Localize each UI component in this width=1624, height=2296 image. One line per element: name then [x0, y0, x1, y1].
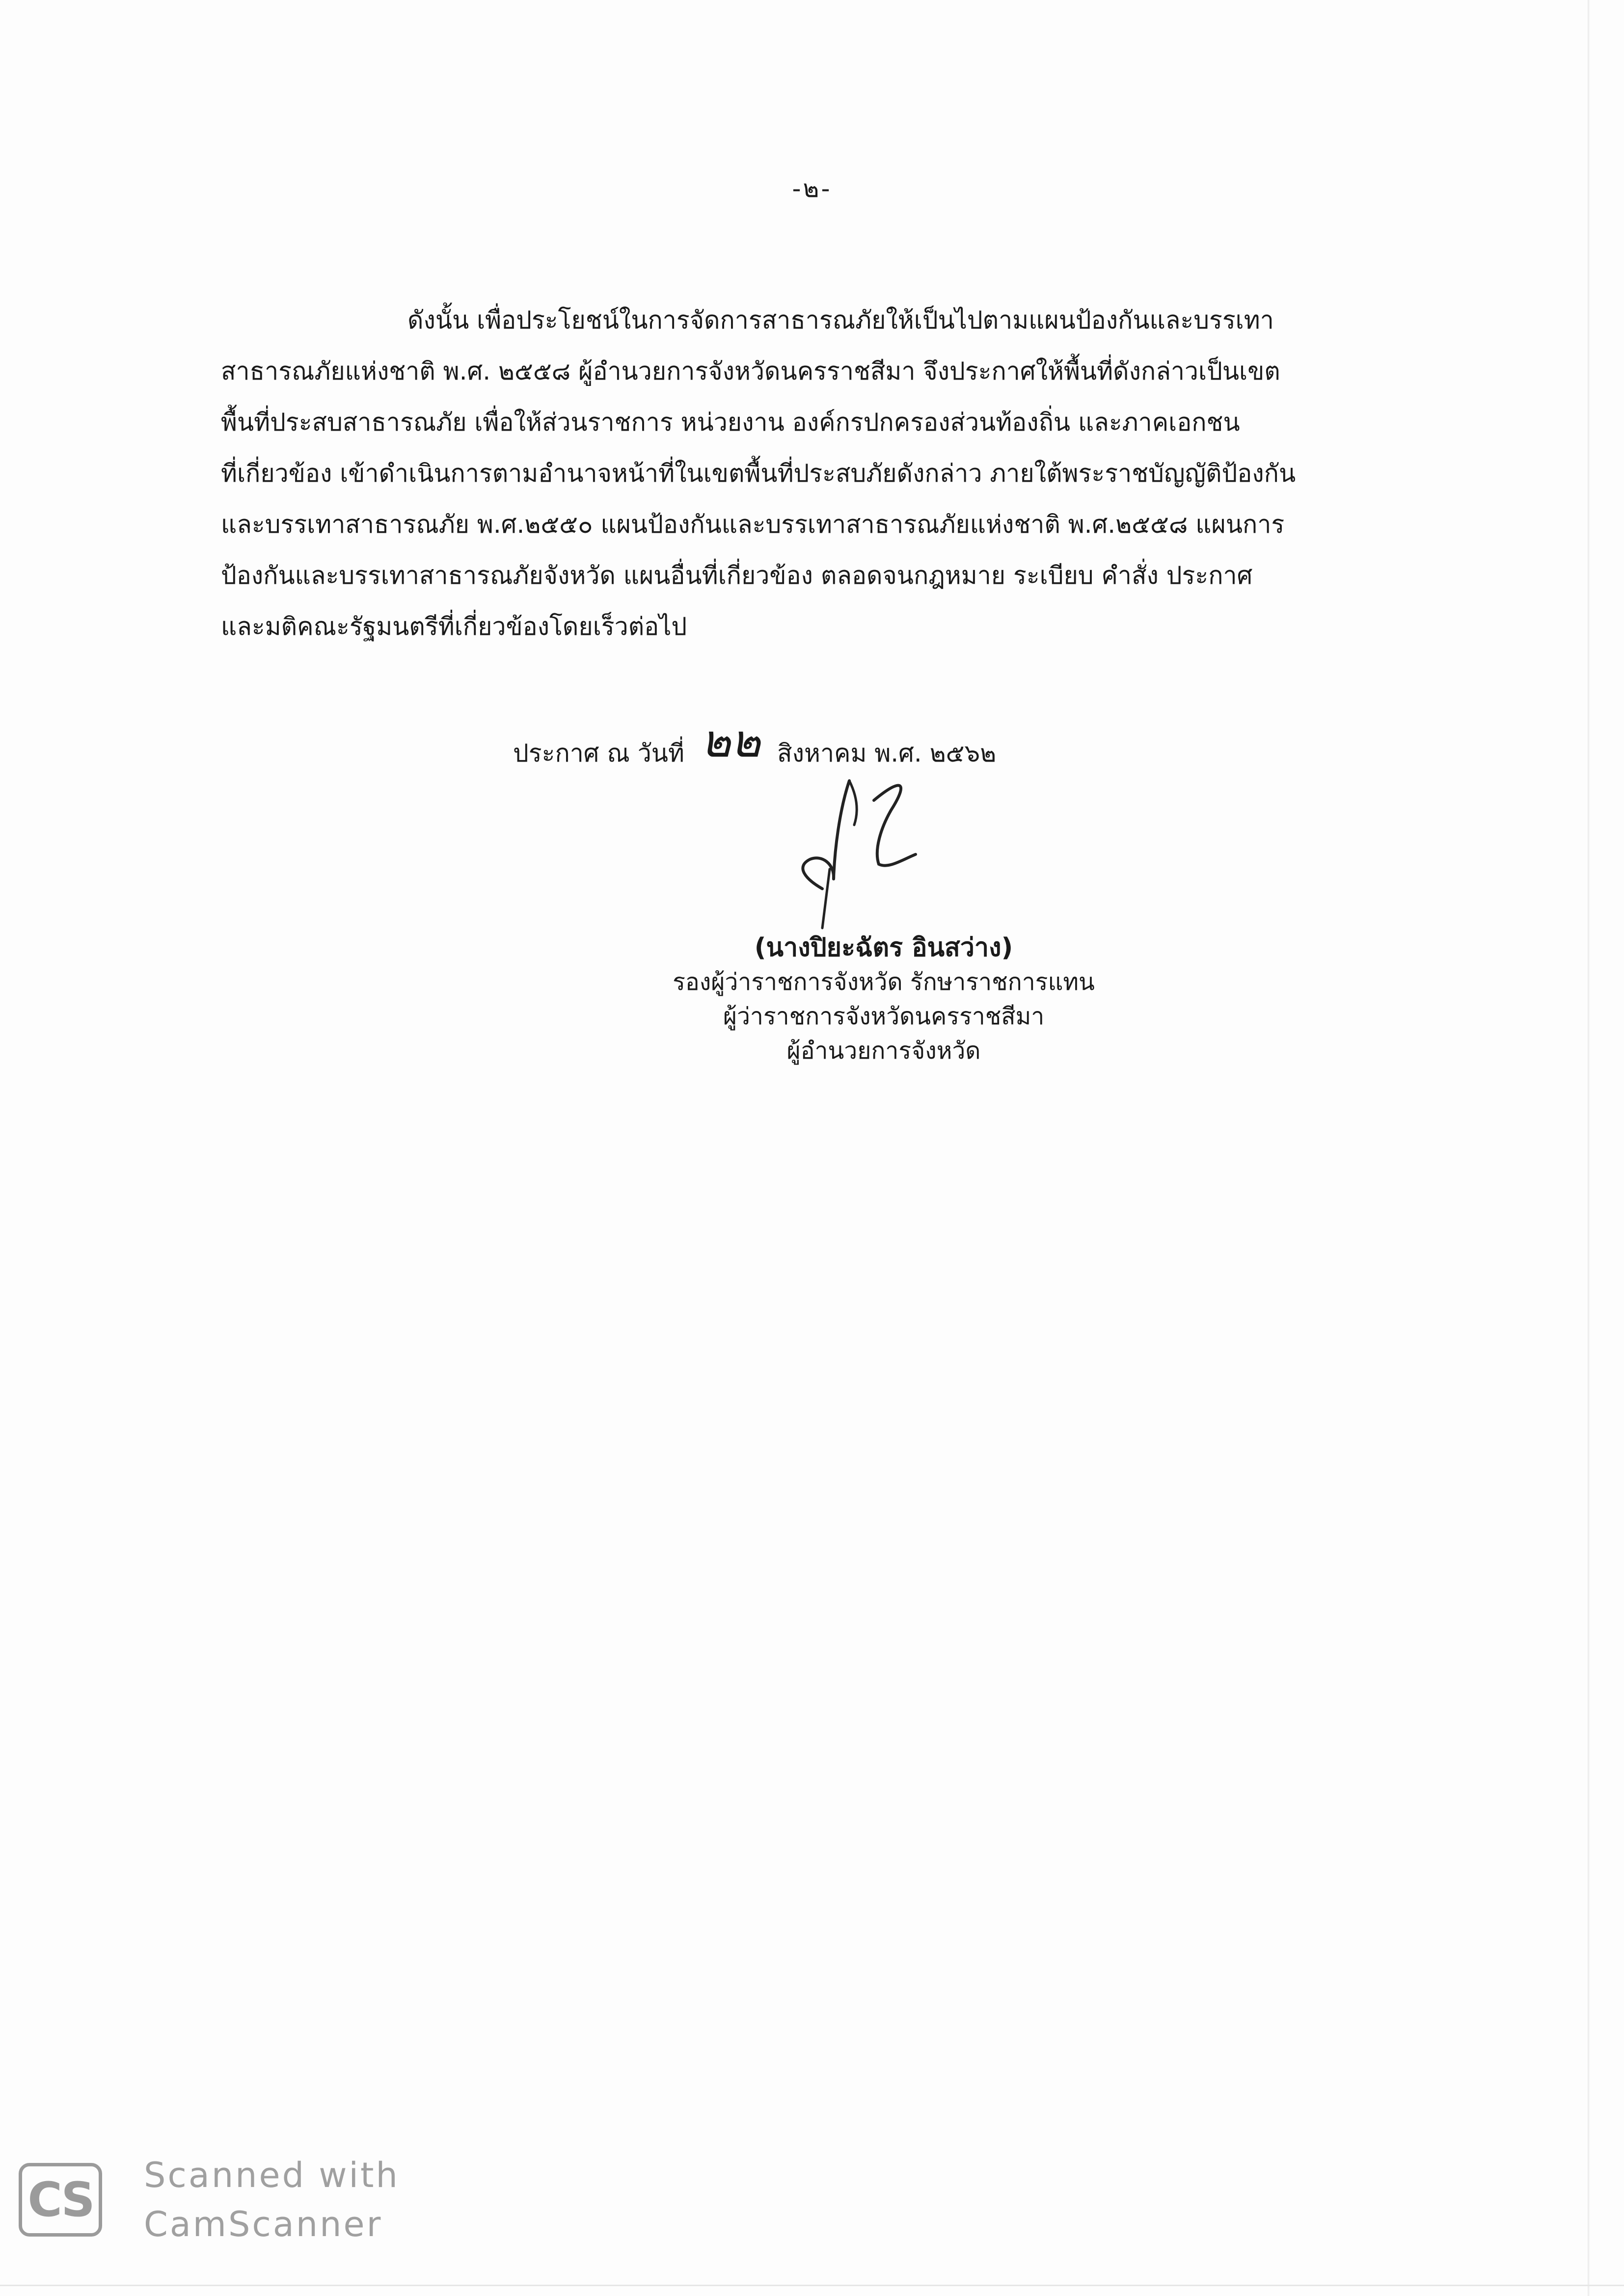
- body-line: และมติคณะรัฐมนตรีที่เกี่ยวข้องโดยเร็วต่อไป: [221, 612, 687, 641]
- camscanner-watermark: [19, 2153, 460, 2246]
- body-line: ดังนั้น เพื่อประโยชน์ในการจัดการสาธารณภัยให้เป็นไปตามแผนป้องกันและบรรเทา: [407, 306, 1274, 334]
- watermark-line: Scanned with: [144, 2155, 400, 2195]
- body-line: สาธารณภัยแห่งชาติ พ.ศ. ๒๕๕๘ ผู้อำนวยการจังหวัดนครราชสีมา จึงประกาศให้พื้นที่ดังกล่าวเป็นเขต: [221, 357, 1280, 385]
- signatory-name: (นางปิยะฉัตร อินสว่าง): [754, 933, 1013, 962]
- camscanner-logo-icon: CS: [19, 2163, 102, 2237]
- scan-page-edge: [1588, 0, 1590, 2296]
- announcement-body: [221, 295, 1419, 652]
- signatory-block: [663, 930, 1105, 1068]
- body-line: พื้นที่ประสบสาธารณภัย เพื่อให้ส่วนราชการ หน่วยงาน องค์กรปกครองส่วนท้องถิ่น และภาคเอกชน: [221, 408, 1240, 437]
- body-line: และบรรเทาสาธารณภัย พ.ศ.๒๕๕๐ แผนป้องกันและบรรเทาสาธารณภัยแห่งชาติ พ.ศ.๒๕๕๘ แผนการ: [221, 510, 1285, 539]
- body-line: ที่เกี่ยวข้อง เข้าดำเนินการตามอำนาจหน้าที่ในเขตพื้นที่ประสบภัยดังกล่าว ภายใต้พระราชบัญญัติป้องกัน: [221, 459, 1296, 488]
- watermark-line: CamScanner: [144, 2204, 383, 2244]
- date-prefix: ประกาศ ณ วันที่: [513, 739, 684, 767]
- signatory-title: ผู้อำนวยการจังหวัด: [786, 1037, 981, 1065]
- handwritten-day: ๒๒: [701, 715, 761, 767]
- watermark-text: [144, 2151, 400, 2249]
- scan-bottom-edge: [0, 2285, 1624, 2286]
- signatory-title: รองผู้ว่าราชการจังหวัด รักษาราชการแทน: [673, 968, 1095, 996]
- signatory-title: ผู้ว่าราชการจังหวัดนครราชสีมา: [723, 1003, 1045, 1030]
- page-number: -๒-: [792, 174, 832, 203]
- handwritten-signature: [776, 766, 962, 933]
- body-line: ป้องกันและบรรเทาสาธารณภัยจังหวัด แผนอื่นที่เกี่ยวข้อง ตลอดจนกฎหมาย ระเบียบ คำสั่ง ประกาศ: [221, 561, 1253, 590]
- date-suffix: สิงหาคม พ.ศ. ๒๕๖๒: [777, 739, 997, 767]
